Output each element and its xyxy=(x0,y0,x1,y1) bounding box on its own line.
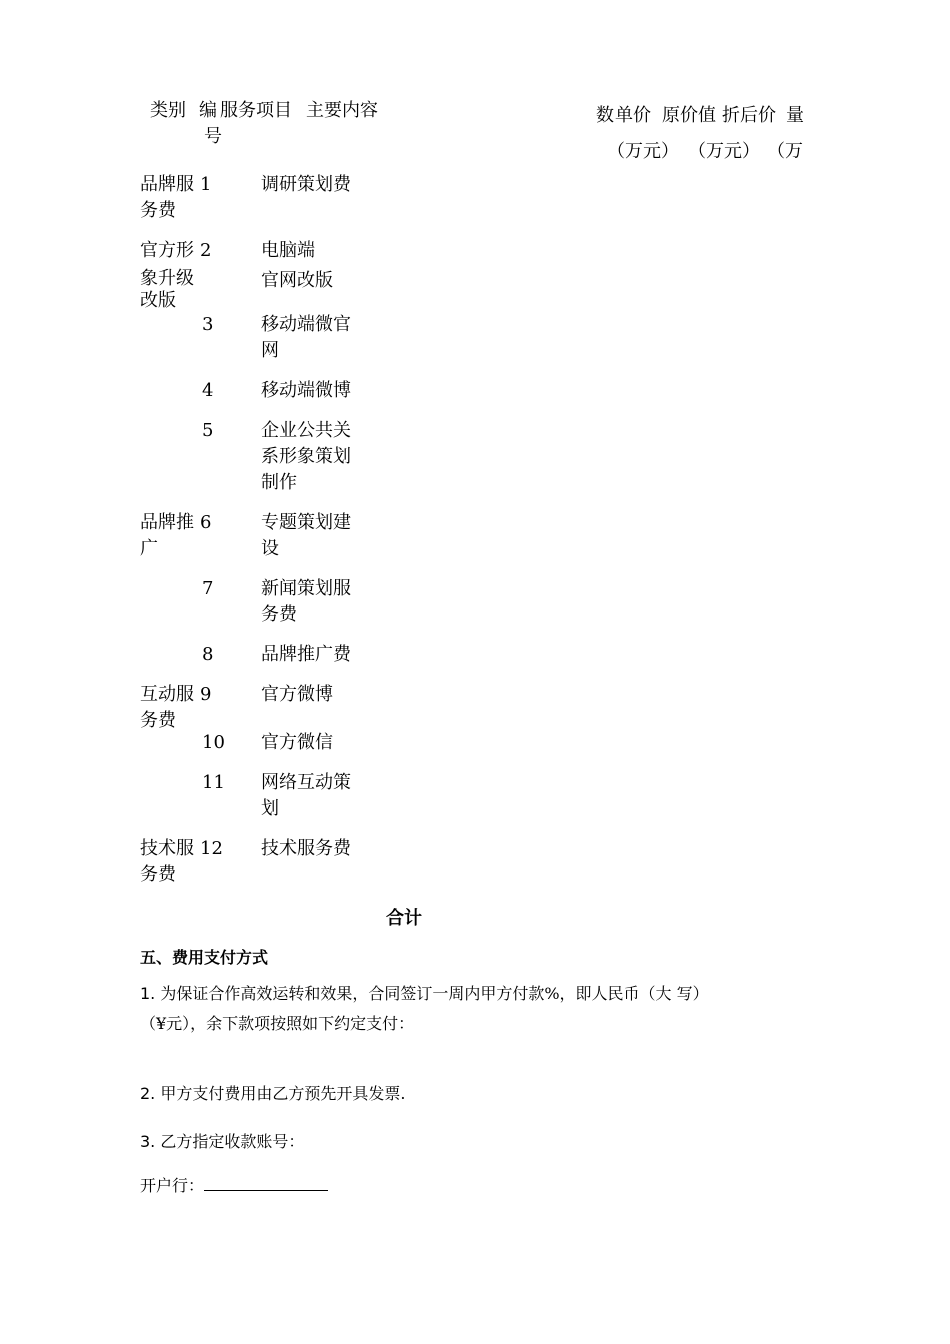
payment-paragraph-3: 3. 乙方指定收款账号： xyxy=(140,1132,305,1151)
header-service: 服务项目 xyxy=(220,100,292,121)
payment-paragraph-1: 1. 为保证合作高效运转和效果，合同签订一周内甲方付款%，即人民币（大 写） xyxy=(140,984,709,1003)
row-number: 2 xyxy=(200,240,212,261)
header-unit-price-unit: （万元） xyxy=(607,141,679,162)
row-content: 移动端微博 xyxy=(261,380,351,401)
row-content: 新闻策划服 务费 xyxy=(261,578,351,625)
total-label: 合计 xyxy=(386,908,422,929)
row-category: 品牌推 广 xyxy=(140,512,194,559)
row-number: 8 xyxy=(202,644,214,665)
row-category: 官方形 xyxy=(140,240,194,261)
row-category: 互动服 务费 xyxy=(140,684,194,731)
row-content: 电脑端 xyxy=(261,240,315,261)
row-content: 调研策划费 xyxy=(261,174,351,195)
row-content: 技术服务费 xyxy=(261,838,351,859)
row-number: 12 xyxy=(200,838,223,859)
header-unit-price: 单价 xyxy=(615,105,651,126)
payment-paragraph-1-cont: （¥元），余下款项按照如下约定支付： xyxy=(140,1014,415,1033)
header-no-line2: 号 xyxy=(204,126,222,147)
bank-line xyxy=(140,1174,328,1198)
row-number: 7 xyxy=(202,578,214,599)
row-number: 4 xyxy=(202,380,214,401)
header-amount: 量 xyxy=(786,105,804,126)
header-original-unit: （万元） xyxy=(688,141,760,162)
row-category: 技术服 务费 xyxy=(140,838,194,885)
header-original: 原价值 xyxy=(662,105,716,126)
row-number: 3 xyxy=(202,314,214,335)
row-category: 品牌服 务费 xyxy=(140,174,194,221)
row-content: 网络互动策 划 xyxy=(261,772,351,819)
section-title: 五、费用支付方式 xyxy=(140,948,269,967)
row-number: 5 xyxy=(202,420,214,441)
row-content-cont: 官网改版 xyxy=(261,270,333,291)
payment-paragraph-2: 2. 甲方支付费用由乙方预先开具发票. xyxy=(140,1084,406,1103)
header-discount: 折后价 xyxy=(722,105,776,126)
header-quantity: 数 xyxy=(596,105,614,126)
row-content: 移动端微官 网 xyxy=(261,314,351,361)
row-number: 11 xyxy=(202,772,225,793)
row-number: 9 xyxy=(200,684,212,705)
row-content: 官方微信 xyxy=(261,732,333,753)
header-discount-unit: （万 xyxy=(767,141,803,162)
row-content: 企业公共关 系形象策划 制作 xyxy=(261,420,351,493)
row-number: 1 xyxy=(200,174,212,195)
bank-blank xyxy=(204,1176,328,1191)
header-content: 主要内容 xyxy=(306,100,378,121)
row-number: 6 xyxy=(200,512,212,533)
row-content: 专题策划建 设 xyxy=(261,512,351,559)
bank-label: 开户行： xyxy=(140,1176,205,1195)
header-no-line1: 编 xyxy=(199,100,217,121)
row-number: 10 xyxy=(202,732,225,753)
header-category: 类别 xyxy=(150,100,186,121)
row-content: 品牌推广费 xyxy=(261,644,351,665)
row-content: 官方微博 xyxy=(261,684,333,705)
row-category-cont: 象升级 改版 xyxy=(140,268,194,311)
